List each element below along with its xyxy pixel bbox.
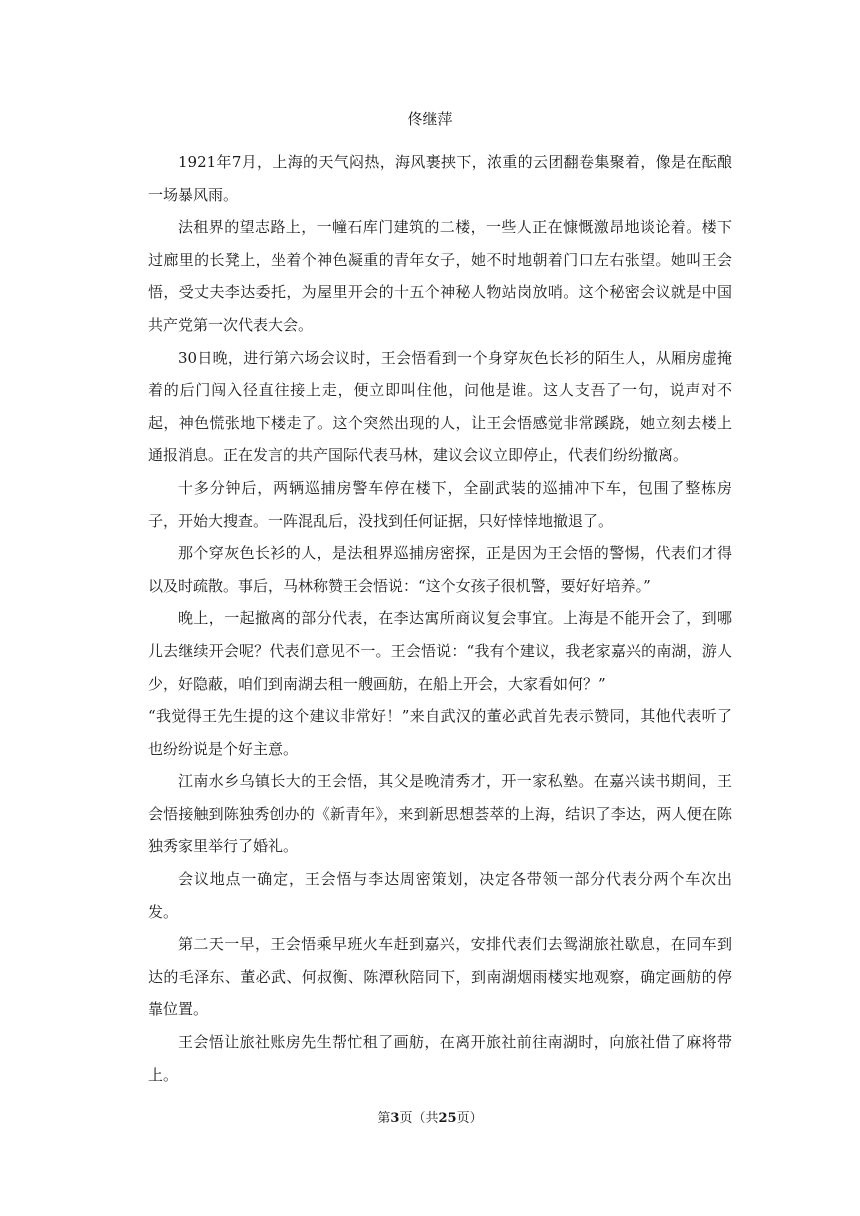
article-author: 佟继萍 [407,110,453,128]
total-pages: 25 [438,1111,457,1126]
paragraph: 江南水乡乌镇长大的王会悟，其父是晚清秀才，开一家私塾。在嘉兴读书期间，王会悟接触到陈独秀创办的《新青年》，来到新思想荟萃的上海，结识了李达，两人便在陈独秀家里举行了婚礼。 [148,772,732,856]
footer-suffix: 页） [456,1111,483,1126]
page-footer [0,1108,860,1130]
paragraph: 会议地点一确定，王会悟与李达周密策划，决定各带领一部分代表分两个车次出发。 [148,870,732,921]
paragraph: 十多分钟后，两辆巡捕房警车停在楼下，全副武装的巡捕冲下车，包围了整栋房子，开始大搜查。一阵混乱后，没找到任何证据，只好悻悻地撤退了。 [148,478,732,530]
paragraph: 30日晚，进行第六场会议时，王会悟看到一个身穿灰色长衫的陌生人，从厢房虚掩着的后门闯入径直往接上走，便立即叫住他，问他是谁。这人支吾了一句，说声对不起，神色慌张地下楼走了。这个突然出现的人，让王会悟感觉非常蹊跷，她立刻去楼上通报消息。正在发言的共产国际代表马林，建议会议立即停止，代表们纷纷撤离。 [148,348,732,465]
article-body [148,146,732,1091]
page-number: 3 [390,1111,400,1126]
footer-middle: 页（共 [399,1111,439,1126]
footer-prefix: 第 [377,1111,391,1126]
paragraph: 法租界的望志路上，一幢石库门建筑的二楼，一些人正在慷慨激昂地谈论着。楼下过廊里的长凳上，坐着个神色凝重的青年女子，她不时地朝着门口左右张望。她叫王会悟，受丈夫李达委托，为屋里开会的十五个神秘人物站岗放哨。这个秘密会议就是中国共产党第一次代表大会。 [148,218,732,334]
paragraph: 晚上，一起撤离的部分代表，在李达寓所商议复会事宜。上海是不能开会了，到哪儿去继续开会呢？代表们意见不一。王会悟说：“我有个建议，我老家嘉兴的南湖，游人少，好隐蔽，咱们到南湖去租一艘画舫，在船上开会，大家看如何？” [148,609,732,693]
paragraph: 第二天一早，王会悟乘早班火车赶到嘉兴，安排代表们去鸳湖旅社歇息，在同车到达的毛泽东、董必武、何叔衡、陈潭秋陪同下，到南湖烟雨楼实地观察，确定画舫的停靠位置。 [148,935,732,1019]
paragraph: 1921年7月，上海的天气闷热，海风裹挟下，浓重的云团翻卷集聚着，像是在酝酿一场暴风雨。 [148,153,732,204]
paragraph: 那个穿灰色长衫的人，是法租界巡捕房密探，正是因为王会悟的警惕，代表们才得以及时疏散。事后，马林称赞王会悟说：“这个女孩子很机警，要好好培养。” [148,544,732,595]
paragraph: 王会悟让旅社账房先生帮忙租了画舫，在离开旅社前往南湖时，向旅社借了麻将带上。 [148,1033,732,1084]
paragraph: “我觉得王先生提的这个建议非常好！”来自武汉的董必武首先表示赞同，其他代表听了也纷纷说是个好主意。 [148,707,732,758]
